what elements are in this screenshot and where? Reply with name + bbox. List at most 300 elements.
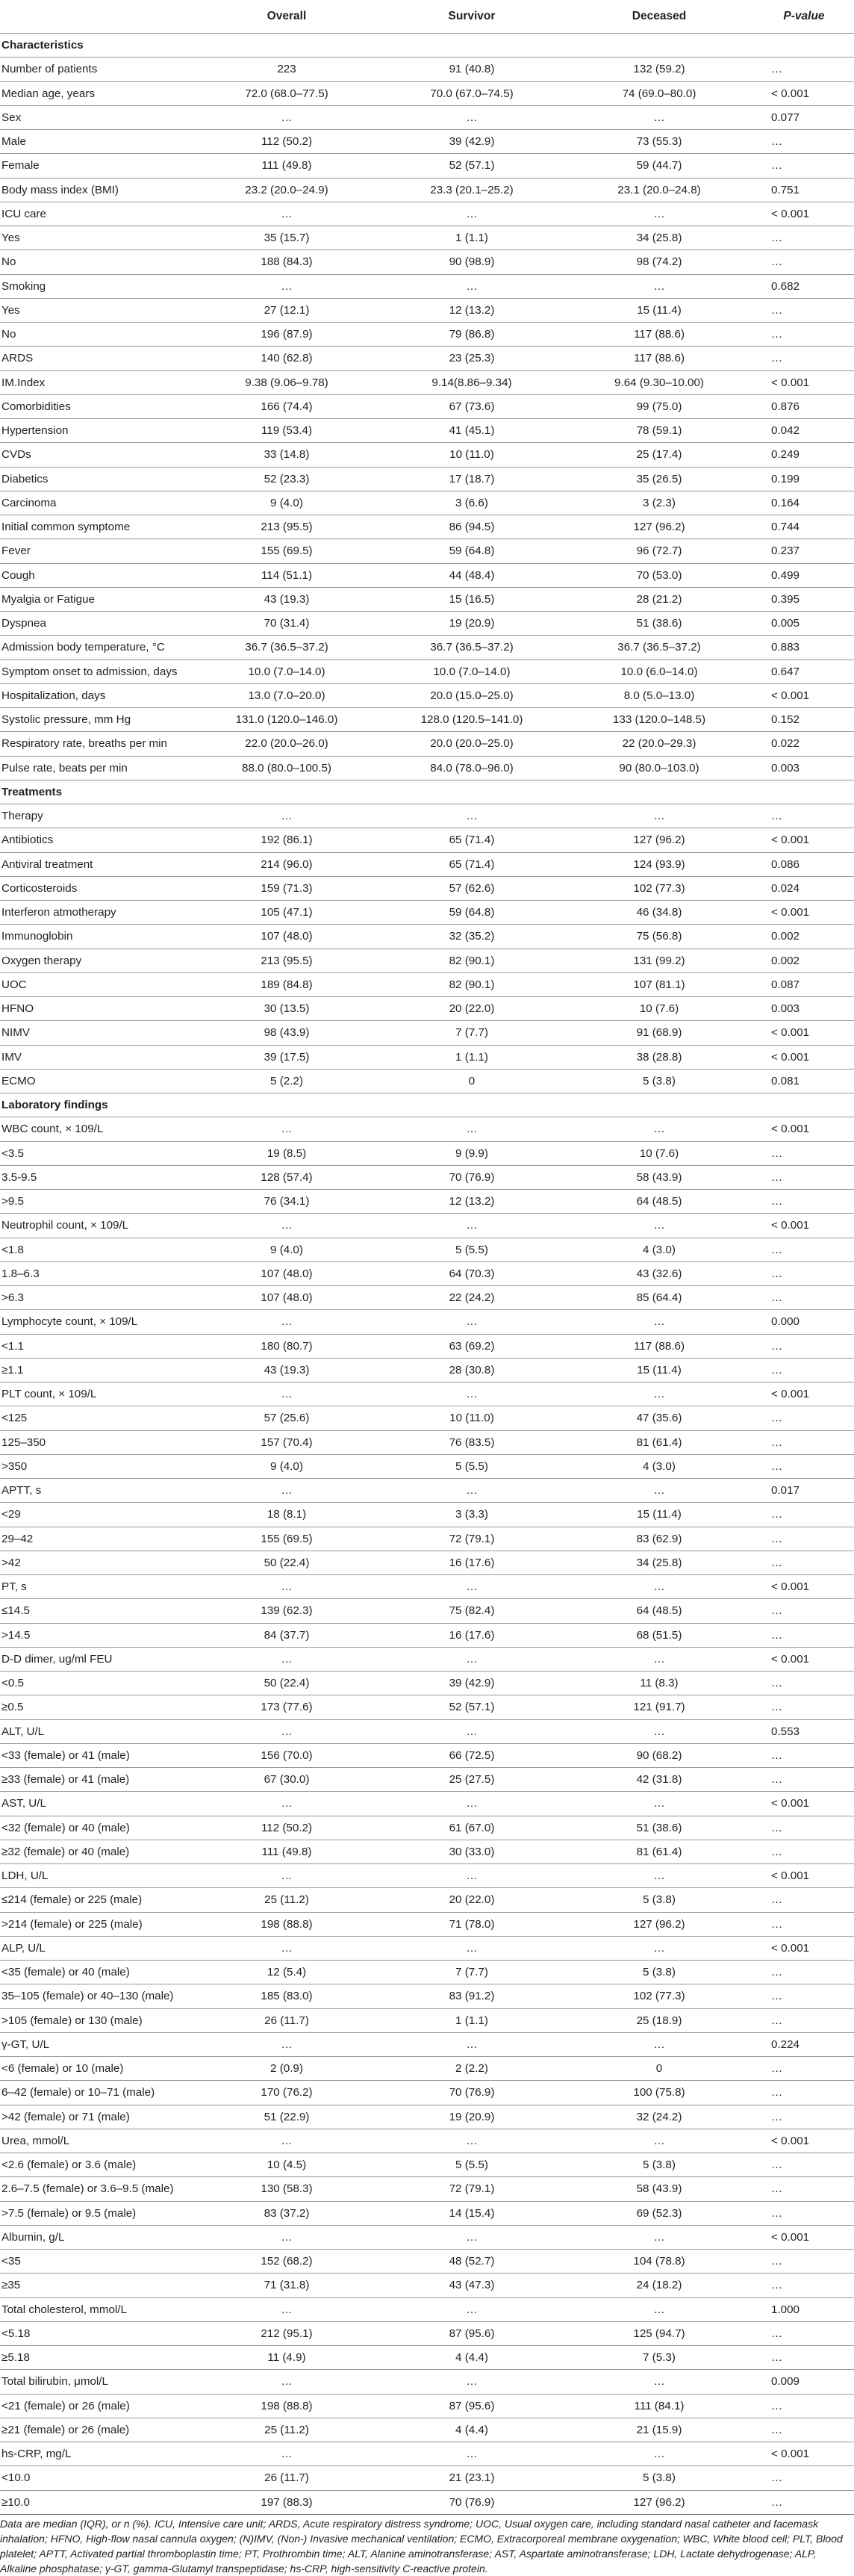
- p-value-cell: 0.003: [754, 997, 854, 1021]
- table-row: [0, 2442, 854, 2466]
- overall-cell: 105 (47.1): [194, 901, 379, 925]
- table-row: [0, 1888, 854, 1912]
- row-label: APTT, s: [0, 1479, 194, 1503]
- table-row: [0, 1527, 854, 1551]
- p-value-cell: 0.647: [754, 659, 854, 683]
- survivor-cell: …: [379, 2442, 564, 2466]
- survivor-cell: 79 (86.8): [379, 323, 564, 347]
- overall-cell: 152 (68.2): [194, 2250, 379, 2274]
- deceased-cell: 5 (3.8): [564, 1888, 754, 1912]
- table-row: [0, 1117, 854, 1141]
- p-value-cell: 0.022: [754, 732, 854, 756]
- table-row: [0, 1382, 854, 1406]
- overall-cell: 213 (95.5): [194, 515, 379, 539]
- table-row: [0, 2201, 854, 2225]
- survivor-cell: 10.0 (7.0–14.0): [379, 659, 564, 683]
- overall-cell: 192 (86.1): [194, 828, 379, 852]
- deceased-cell: 32 (24.2): [564, 2105, 754, 2129]
- header-deceased: Deceased: [564, 0, 754, 34]
- overall-cell: 223: [194, 58, 379, 81]
- table-row: [0, 2346, 854, 2370]
- survivor-cell: 59 (64.8): [379, 539, 564, 563]
- row-label: ICU care: [0, 202, 194, 226]
- p-value-cell: …: [754, 347, 854, 370]
- row-label: >6.3: [0, 1286, 194, 1310]
- overall-cell: 22.0 (20.0–26.0): [194, 732, 379, 756]
- overall-cell: 35 (15.7): [194, 226, 379, 250]
- survivor-cell: 20 (22.0): [379, 1888, 564, 1912]
- table-row: [0, 659, 854, 683]
- overall-cell: 212 (95.1): [194, 2321, 379, 2345]
- survivor-cell: …: [379, 1792, 564, 1816]
- table-row: [0, 2250, 854, 2274]
- overall-cell: 70 (31.4): [194, 612, 379, 636]
- deceased-cell: …: [564, 105, 754, 129]
- table-row: [0, 130, 854, 154]
- deceased-cell: 9.64 (9.30–10.00): [564, 370, 754, 394]
- deceased-cell: 64 (48.5): [564, 1190, 754, 1214]
- overall-cell: …: [194, 2297, 379, 2321]
- p-value-cell: …: [754, 804, 854, 828]
- survivor-cell: 90 (98.9): [379, 250, 564, 274]
- row-label: Carcinoma: [0, 491, 194, 515]
- row-label: Antiviral treatment: [0, 852, 194, 876]
- overall-cell: 111 (49.8): [194, 1840, 379, 1863]
- row-label: >214 (female) or 225 (male): [0, 1912, 194, 1936]
- overall-cell: 9 (4.0): [194, 1238, 379, 1261]
- p-value-cell: …: [754, 1238, 854, 1261]
- overall-cell: 51 (22.9): [194, 2105, 379, 2129]
- deceased-cell: 131 (99.2): [564, 949, 754, 972]
- row-label: <32 (female) or 40 (male): [0, 1816, 194, 1840]
- row-label: Diabetics: [0, 467, 194, 491]
- row-label: γ-GT, U/L: [0, 2032, 194, 2056]
- deceased-cell: 133 (120.0–148.5): [564, 708, 754, 732]
- deceased-cell: …: [564, 1117, 754, 1141]
- row-label: >350: [0, 1454, 194, 1478]
- p-value-cell: …: [754, 1165, 854, 1189]
- row-label: <5.18: [0, 2321, 194, 2345]
- overall-cell: 131.0 (120.0–146.0): [194, 708, 379, 732]
- p-value-cell: 0.087: [754, 972, 854, 996]
- table-row: [0, 2297, 854, 2321]
- table-row: [0, 1719, 854, 1743]
- table-row: [0, 178, 854, 202]
- table-row: [0, 901, 854, 925]
- deceased-cell: 70 (53.0): [564, 563, 754, 587]
- deceased-cell: 10 (7.6): [564, 1141, 754, 1165]
- row-label: Respiratory rate, breaths per min: [0, 732, 194, 756]
- overall-cell: 198 (88.8): [194, 2394, 379, 2418]
- deceased-cell: 73 (55.3): [564, 130, 754, 154]
- deceased-cell: 11 (8.3): [564, 1672, 754, 1695]
- deceased-cell: 51 (38.6): [564, 612, 754, 636]
- p-value-cell: < 0.001: [754, 1936, 854, 1960]
- deceased-cell: 42 (31.8): [564, 1768, 754, 1792]
- deceased-cell: …: [564, 1936, 754, 1960]
- survivor-cell: 39 (42.9): [379, 130, 564, 154]
- survivor-cell: …: [379, 1479, 564, 1503]
- row-label: ARDS: [0, 347, 194, 370]
- deceased-cell: 5 (3.8): [564, 2466, 754, 2490]
- p-value-cell: < 0.001: [754, 202, 854, 226]
- overall-cell: …: [194, 2225, 379, 2249]
- row-label: Oxygen therapy: [0, 949, 194, 972]
- survivor-cell: …: [379, 2297, 564, 2321]
- overall-cell: 5 (2.2): [194, 1069, 379, 1093]
- overall-cell: 139 (62.3): [194, 1599, 379, 1623]
- table-row: [0, 1912, 854, 1936]
- survivor-cell: 30 (33.0): [379, 1840, 564, 1863]
- table-row: [0, 154, 854, 178]
- overall-cell: 196 (87.9): [194, 323, 379, 347]
- row-label: >105 (female) or 130 (male): [0, 2008, 194, 2032]
- row-label: Immunoglobin: [0, 925, 194, 949]
- overall-cell: 112 (50.2): [194, 130, 379, 154]
- overall-cell: 156 (70.0): [194, 1743, 379, 1767]
- overall-cell: 25 (11.2): [194, 1888, 379, 1912]
- survivor-cell: 23.3 (20.1–25.2): [379, 178, 564, 202]
- p-value-cell: …: [754, 1961, 854, 1984]
- survivor-cell: 75 (82.4): [379, 1599, 564, 1623]
- deceased-cell: 43 (32.6): [564, 1261, 754, 1285]
- p-value-cell: < 0.001: [754, 901, 854, 925]
- deceased-cell: …: [564, 1382, 754, 1406]
- p-value-cell: < 0.001: [754, 683, 854, 707]
- table-row: [0, 370, 854, 394]
- survivor-cell: 76 (83.5): [379, 1430, 564, 1454]
- row-label: 6–42 (female) or 10–71 (male): [0, 2081, 194, 2105]
- overall-cell: …: [194, 1647, 379, 1671]
- overall-cell: 52 (23.3): [194, 467, 379, 491]
- overall-cell: 83 (37.2): [194, 2201, 379, 2225]
- survivor-cell: 9.14(8.86–9.34): [379, 370, 564, 394]
- deceased-cell: 5 (3.8): [564, 2153, 754, 2177]
- table-row: [0, 394, 854, 418]
- row-label: 3.5-9.5: [0, 1165, 194, 1189]
- row-label: Initial common symptome: [0, 515, 194, 539]
- table-footnote: Data are median (IQR), or n (%). ICU, Intensive care unit; ARDS, Acute respiratory distress syndrome; UOC, Usual oxygen care, including standard nasal catheter and facemask inhalation; HFNO, High-flow nasal cannula oxygen; (N)IMV, (Non-) Invasive mechanical ventilation; ECMO, Extracorporeal membrane oxygenation; WBC, White blood cell; PLT, Blood platelet; APTT, Activated partial thromboplastin time; PT, Prothrombin time; ALT, Alanine aminotransferase; AST, Aspartate aminotransferase; LDH, Lactate dehydrogenase; ALP, Alkaline phosphatase; γ-GT, gamma-Glutamyl transpeptidase; hs-CRP, high-sensitivity C-reactive protein.: [0, 2517, 843, 2575]
- p-value-cell: 0.883: [754, 636, 854, 659]
- p-value-cell: 0.002: [754, 949, 854, 972]
- p-value-cell: < 0.001: [754, 2442, 854, 2466]
- survivor-cell: 48 (52.7): [379, 2250, 564, 2274]
- table-row: [0, 1936, 854, 1960]
- survivor-cell: 25 (27.5): [379, 1768, 564, 1792]
- overall-cell: 107 (48.0): [194, 925, 379, 949]
- survivor-cell: 5 (5.5): [379, 2153, 564, 2177]
- overall-cell: 159 (71.3): [194, 876, 379, 900]
- overall-cell: 30 (13.5): [194, 997, 379, 1021]
- p-value-cell: …: [754, 2081, 854, 2105]
- table-row: [0, 1045, 854, 1069]
- row-label: ≤214 (female) or 225 (male): [0, 1888, 194, 1912]
- deceased-cell: 102 (77.3): [564, 1984, 754, 2008]
- overall-cell: 197 (88.3): [194, 2490, 379, 2514]
- table-row: [0, 1743, 854, 1767]
- survivor-cell: 5 (5.5): [379, 1238, 564, 1261]
- table-row: [0, 1358, 854, 1382]
- p-value-cell: …: [754, 1141, 854, 1165]
- table-row: [0, 1141, 854, 1165]
- table-row: [0, 636, 854, 659]
- deceased-cell: 81 (61.4): [564, 1840, 754, 1863]
- table-row: [0, 612, 854, 636]
- p-value-cell: …: [754, 2105, 854, 2129]
- p-value-cell: 0.009: [754, 2370, 854, 2394]
- p-value-cell: …: [754, 1912, 854, 1936]
- p-value-cell: < 0.001: [754, 370, 854, 394]
- survivor-cell: …: [379, 202, 564, 226]
- deceased-cell: …: [564, 804, 754, 828]
- row-label: <1.8: [0, 1238, 194, 1261]
- deceased-cell: …: [564, 2032, 754, 2056]
- survivor-cell: 1 (1.1): [379, 2008, 564, 2032]
- p-value-cell: 0.237: [754, 539, 854, 563]
- p-value-cell: < 0.001: [754, 2225, 854, 2249]
- section-title: Laboratory findings: [0, 1093, 854, 1117]
- row-label: >7.5 (female) or 9.5 (male): [0, 2201, 194, 2225]
- row-label: <6 (female) or 10 (male): [0, 2057, 194, 2081]
- survivor-cell: 9 (9.9): [379, 1141, 564, 1165]
- overall-cell: 185 (83.0): [194, 1984, 379, 2008]
- deceased-cell: …: [564, 274, 754, 298]
- row-label: <21 (female) or 26 (male): [0, 2394, 194, 2418]
- overall-cell: 170 (76.2): [194, 2081, 379, 2105]
- table-body: [0, 34, 854, 2515]
- survivor-cell: 72 (79.1): [379, 1527, 564, 1551]
- row-label: ALT, U/L: [0, 1719, 194, 1743]
- p-value-cell: …: [754, 1551, 854, 1574]
- table-row: [0, 1430, 854, 1454]
- overall-cell: …: [194, 1575, 379, 1599]
- p-value-cell: 0.249: [754, 443, 854, 467]
- deceased-cell: 0: [564, 2057, 754, 2081]
- table-row: [0, 539, 854, 563]
- table-row: [0, 1310, 854, 1334]
- survivor-cell: 20.0 (20.0–25.0): [379, 732, 564, 756]
- deceased-cell: 132 (59.2): [564, 58, 754, 81]
- deceased-cell: …: [564, 1719, 754, 1743]
- p-value-cell: 0.152: [754, 708, 854, 732]
- table-row: [0, 997, 854, 1021]
- deceased-cell: 23.1 (20.0–24.8): [564, 178, 754, 202]
- table-row: [0, 2032, 854, 2056]
- row-label: IMV: [0, 1045, 194, 1069]
- deceased-cell: …: [564, 1214, 754, 1238]
- deceased-cell: 104 (78.8): [564, 2250, 754, 2274]
- p-value-cell: …: [754, 1672, 854, 1695]
- overall-cell: 188 (84.3): [194, 250, 379, 274]
- deceased-cell: 34 (25.8): [564, 1551, 754, 1574]
- table-row: [0, 708, 854, 732]
- table-row: [0, 949, 854, 972]
- row-label: IM.Index: [0, 370, 194, 394]
- table-row: [0, 828, 854, 852]
- overall-cell: 26 (11.7): [194, 2008, 379, 2032]
- p-value-cell: 0.003: [754, 756, 854, 780]
- overall-cell: 88.0 (80.0–100.5): [194, 756, 379, 780]
- row-label: <35 (female) or 40 (male): [0, 1961, 194, 1984]
- row-label: Total cholesterol, mmol/L: [0, 2297, 194, 2321]
- table-row: [0, 419, 854, 443]
- row-label: >42: [0, 1551, 194, 1574]
- row-label: <35: [0, 2250, 194, 2274]
- overall-cell: 11 (4.9): [194, 2346, 379, 2370]
- deceased-cell: 58 (43.9): [564, 1165, 754, 1189]
- deceased-cell: …: [564, 1864, 754, 1888]
- row-label: PLT count, × 109/L: [0, 1382, 194, 1406]
- p-value-cell: 0.395: [754, 587, 854, 611]
- deceased-cell: 15 (11.4): [564, 1503, 754, 1527]
- survivor-cell: 87 (95.6): [379, 2321, 564, 2345]
- overall-cell: …: [194, 1310, 379, 1334]
- deceased-cell: 127 (96.2): [564, 828, 754, 852]
- overall-cell: …: [194, 2370, 379, 2394]
- table-header-row: [0, 0, 854, 34]
- survivor-cell: 39 (42.9): [379, 1672, 564, 1695]
- overall-cell: …: [194, 2032, 379, 2056]
- survivor-cell: …: [379, 2370, 564, 2394]
- table-row: [0, 1792, 854, 1816]
- table-row: [0, 226, 854, 250]
- p-value-cell: …: [754, 1503, 854, 1527]
- row-label: WBC count, × 109/L: [0, 1117, 194, 1141]
- overall-cell: 2 (0.9): [194, 2057, 379, 2081]
- p-value-cell: 0.876: [754, 394, 854, 418]
- survivor-cell: 19 (20.9): [379, 612, 564, 636]
- overall-cell: 213 (95.5): [194, 949, 379, 972]
- table-row: [0, 2105, 854, 2129]
- survivor-cell: 4 (4.4): [379, 2418, 564, 2442]
- deceased-cell: 21 (15.9): [564, 2418, 754, 2442]
- header-characteristic: [0, 0, 194, 34]
- overall-cell: 9.38 (9.06–9.78): [194, 370, 379, 394]
- p-value-cell: 0.042: [754, 419, 854, 443]
- row-label: <125: [0, 1406, 194, 1430]
- overall-cell: 9 (4.0): [194, 1454, 379, 1478]
- p-value-cell: < 0.001: [754, 1792, 854, 1816]
- survivor-cell: 23 (25.3): [379, 347, 564, 370]
- survivor-cell: 43 (47.3): [379, 2274, 564, 2297]
- deceased-cell: …: [564, 1647, 754, 1671]
- row-label: Sex: [0, 105, 194, 129]
- survivor-cell: …: [379, 804, 564, 828]
- deceased-cell: 15 (11.4): [564, 1358, 754, 1382]
- p-value-cell: …: [754, 1430, 854, 1454]
- deceased-cell: 46 (34.8): [564, 901, 754, 925]
- overall-cell: …: [194, 202, 379, 226]
- table-row: [0, 515, 854, 539]
- overall-cell: …: [194, 1792, 379, 1816]
- row-label: >42 (female) or 71 (male): [0, 2105, 194, 2129]
- p-value-cell: …: [754, 1743, 854, 1767]
- survivor-cell: …: [379, 2129, 564, 2153]
- p-value-cell: 0.224: [754, 2032, 854, 2056]
- overall-cell: 198 (88.8): [194, 1912, 379, 1936]
- deceased-cell: 81 (61.4): [564, 1430, 754, 1454]
- p-value-cell: < 0.001: [754, 81, 854, 105]
- table-row: [0, 1479, 854, 1503]
- overall-cell: 130 (58.3): [194, 2177, 379, 2201]
- overall-cell: 111 (49.8): [194, 154, 379, 178]
- overall-cell: 107 (48.0): [194, 1286, 379, 1310]
- p-value-cell: …: [754, 2490, 854, 2514]
- p-value-cell: 0.553: [754, 1719, 854, 1743]
- p-value-cell: …: [754, 1768, 854, 1792]
- deceased-cell: 4 (3.0): [564, 1238, 754, 1261]
- overall-cell: 25 (11.2): [194, 2418, 379, 2442]
- survivor-cell: 10 (11.0): [379, 443, 564, 467]
- p-value-cell: …: [754, 1406, 854, 1430]
- table-row: [0, 1672, 854, 1695]
- row-label: 1.8–6.3: [0, 1261, 194, 1285]
- deceased-cell: 90 (80.0–103.0): [564, 756, 754, 780]
- table-row: [0, 2081, 854, 2105]
- overall-cell: …: [194, 2442, 379, 2466]
- overall-cell: 173 (77.6): [194, 1695, 379, 1719]
- row-label: <2.6 (female) or 3.6 (male): [0, 2153, 194, 2177]
- deceased-cell: 117 (88.6): [564, 1334, 754, 1358]
- table-row: [0, 804, 854, 828]
- deceased-cell: 117 (88.6): [564, 347, 754, 370]
- table-row: [0, 1623, 854, 1647]
- p-value-cell: …: [754, 154, 854, 178]
- p-value-cell: …: [754, 2346, 854, 2370]
- overall-cell: …: [194, 105, 379, 129]
- row-label: Male: [0, 130, 194, 154]
- table-row: [0, 1165, 854, 1189]
- p-value-cell: 0.682: [754, 274, 854, 298]
- table-row: [0, 2370, 854, 2394]
- header-p-value: P-value: [754, 0, 854, 34]
- row-label: >14.5: [0, 1623, 194, 1647]
- row-label: ≥5.18: [0, 2346, 194, 2370]
- row-label: No: [0, 250, 194, 274]
- p-value-cell: 0.081: [754, 1069, 854, 1093]
- deceased-cell: 34 (25.8): [564, 226, 754, 250]
- p-value-cell: …: [754, 2057, 854, 2081]
- p-value-cell: …: [754, 1623, 854, 1647]
- p-value-cell: 0.077: [754, 105, 854, 129]
- row-label: Cough: [0, 563, 194, 587]
- section-header-row: [0, 1093, 854, 1117]
- row-label: Systolic pressure, mm Hg: [0, 708, 194, 732]
- overall-cell: …: [194, 1382, 379, 1406]
- row-label: <3.5: [0, 1141, 194, 1165]
- overall-cell: 166 (74.4): [194, 394, 379, 418]
- row-label: Antibiotics: [0, 828, 194, 852]
- table-row: [0, 1406, 854, 1430]
- row-label: <1.1: [0, 1334, 194, 1358]
- p-value-cell: …: [754, 1527, 854, 1551]
- deceased-cell: 127 (96.2): [564, 1912, 754, 1936]
- deceased-cell: 25 (18.9): [564, 2008, 754, 2032]
- table-row: [0, 1214, 854, 1238]
- overall-cell: …: [194, 1936, 379, 1960]
- deceased-cell: 74 (69.0–80.0): [564, 81, 754, 105]
- p-value-cell: …: [754, 1888, 854, 1912]
- survivor-cell: 3 (3.3): [379, 1503, 564, 1527]
- deceased-cell: 111 (84.1): [564, 2394, 754, 2418]
- row-label: <33 (female) or 41 (male): [0, 1743, 194, 1767]
- p-value-cell: …: [754, 1695, 854, 1719]
- row-label: AST, U/L: [0, 1792, 194, 1816]
- overall-cell: 36.7 (36.5–37.2): [194, 636, 379, 659]
- deceased-cell: 127 (96.2): [564, 515, 754, 539]
- row-label: Hypertension: [0, 419, 194, 443]
- p-value-cell: …: [754, 2153, 854, 2177]
